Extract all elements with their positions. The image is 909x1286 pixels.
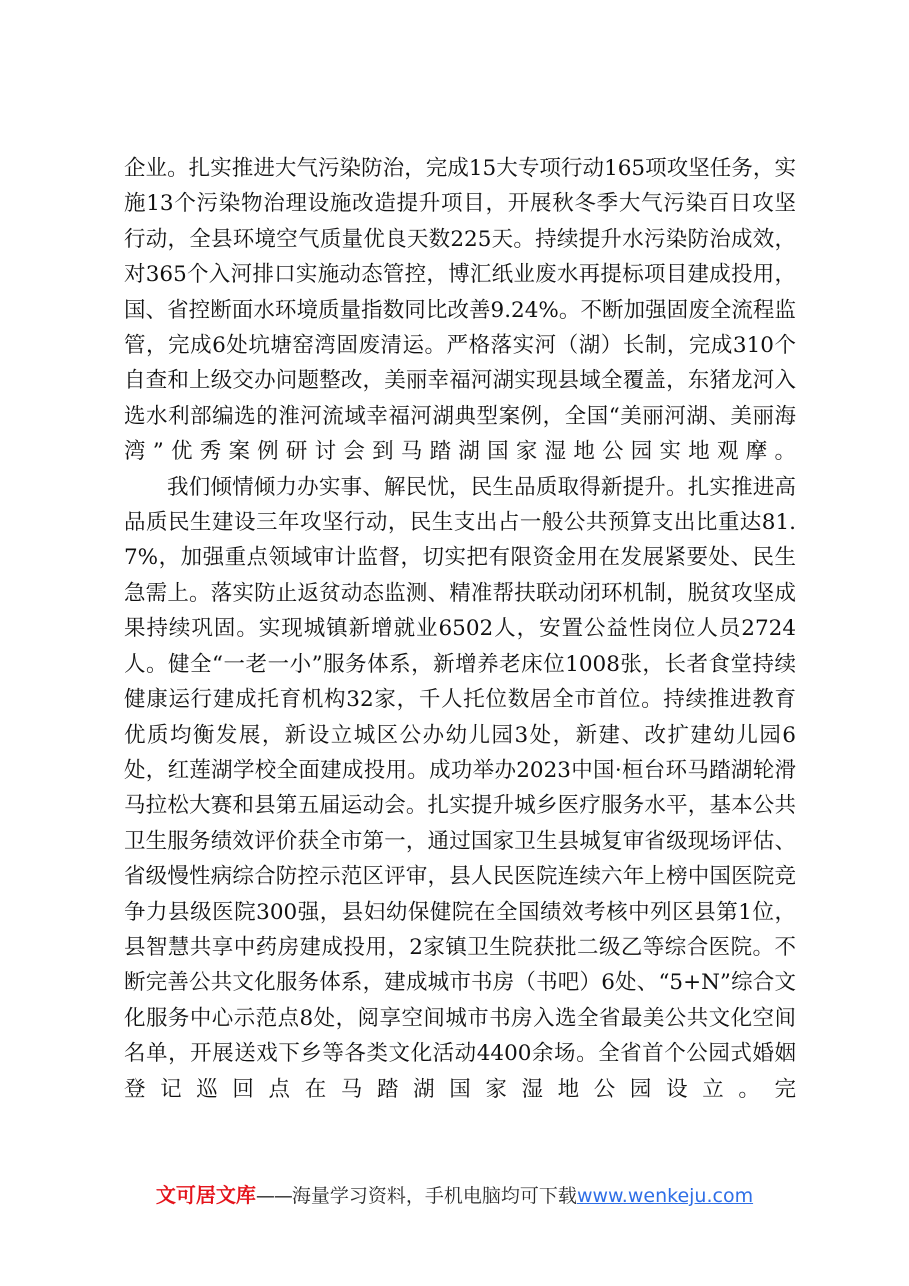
paragraph-environment: 企业。扎实推进大气污染防治，完成15大专项行动165项攻坚任务，实施13个污染物治理设施改造提升项目，开展秋冬季大气污染百日攻坚行动，全县环境空气质量优良天数225天。持续提升水污染防治成效，对365个入河排口实施动态管控，博汇纸业废水再提标项目建成投用，国、省控断面水环境质量指数同比改善9.24%。不断加强固废全流程监管，完成6处坑塘窑湾固废清运。严格落实河（湖）长制，完成310个自查和上级交办问题整改，美丽幸福河湖实现县域全覆盖，东猪龙河入选水利部编选的淮河流域幸福河湖典型案例，全国“美丽河湖、美丽海湾”优秀案例研讨会到马踏湖国家湿地公园实地观摩。 (124, 156, 796, 465)
footer-brand: 文可居文库 (155, 1183, 256, 1207)
document-body (124, 151, 796, 1107)
footer-tagline: 海量学习资料，手机电脑均可下载 (291, 1185, 577, 1207)
paragraph-livelihood: 我们倾情倾力办实事、解民忧，民生品质取得新提升。扎实推进高品质民生建设三年攻坚行动，民生支出占一般公共预算支出比重达81.7%，加强重点领域审计监督，切实把有限资金用在发展紧要处、民生急需上。落实防止返贫动态监测、精准帮扶联动闭环机制，脱贫攻坚成果持续巩固。实现城镇新增就业6502人，安置公益性岗位人员2724人。健全“一老一小”服务体系，新增养老床位1008张，长者食堂持续健康运行建成托育机构32家，千人托位数居全市首位。持续推进教育优质均衡发展，新设立城区公办幼儿园3处，新建、改扩建幼儿园6处，红莲湖学校全面建成投用。成功举办2023中国·桓台环马踏湖轮滑马拉松大赛和县第五届运动会。扎实提升城乡医疗服务水平，基本公共卫生服务绩效评价获全市第一，通过国家卫生县城复审省级现场评估、省级慢性病综合防控示范区评审，县人民医院连续六年上榜中国医院竞争力县级医院300强，县妇幼保健院在全国绩效考核中列区县第1位，县智慧共享中药房建成投用，2家镇卫生院获批二级乙等综合医院。不断完善公共文化服务体系，建成城市书房（书吧）6处、“5+N”综合文化服务中心示范点8处，阅享空间城市书房入选全省最美公共文化空间名单，开展送戏下乡等各类文化活动4400余场。全省首个公园式婚姻登记巡回点在马踏湖国家湿地公园设立。完 (124, 474, 796, 1102)
footer-dash: —— (255, 1185, 292, 1207)
footer-banner (0, 1182, 909, 1209)
footer-site-link[interactable]: www.wenkeju.com (576, 1185, 754, 1207)
